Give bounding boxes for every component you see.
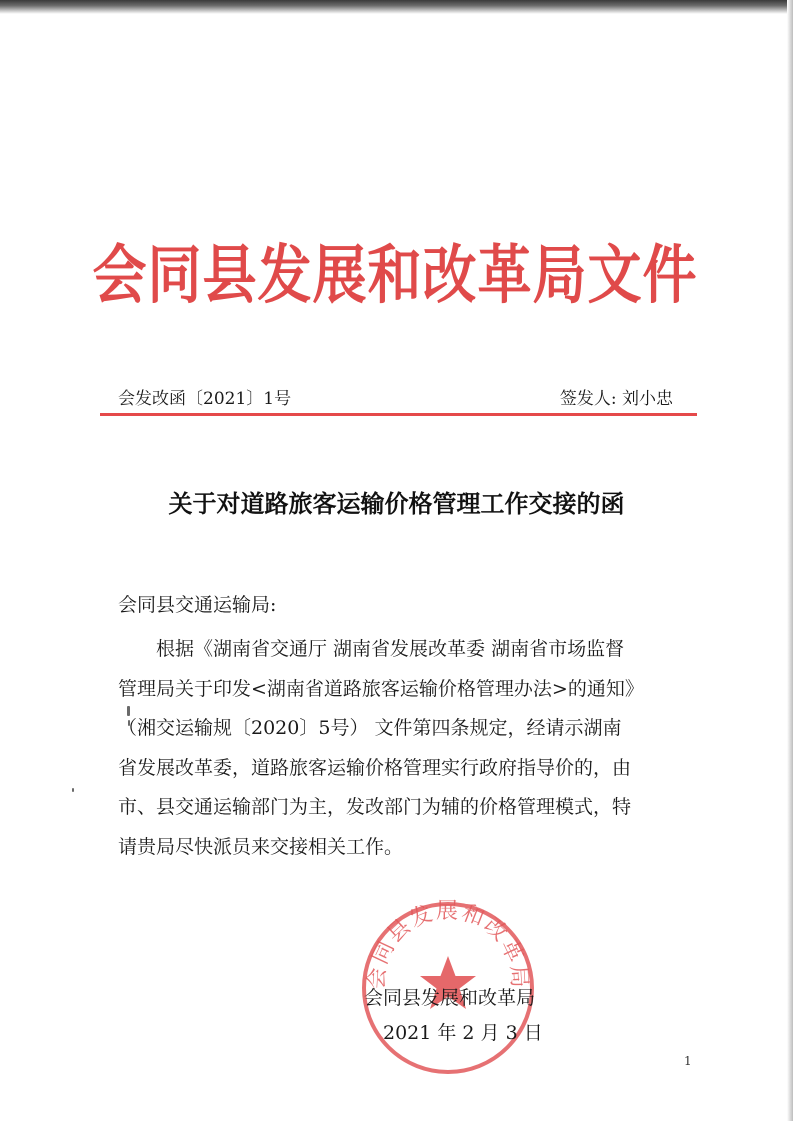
page-number: 1 [684, 1054, 692, 1068]
body-line: 市、县交通运输部门为主，发改部门为辅的价格管理模式，特 [118, 796, 632, 818]
body-line: 省发展改革委，道路旅客运输价格管理实行政府指导价的，由 [118, 756, 632, 779]
scan-speck [72, 788, 74, 792]
doc-number: 会发改函〔2021〕1号 [118, 389, 292, 409]
recipient: 会同县交通运输局: [118, 594, 277, 616]
letter-body [118, 630, 678, 867]
red-divider-line [100, 413, 697, 416]
signature-date: 2021 年 2 月 3 日 [383, 1022, 543, 1044]
seal-text: 会同县发展和改革局 [364, 899, 532, 991]
body-line: 管理局关于印发<湖南省道路旅客运输价格管理办法>的通知》 [118, 677, 644, 700]
body-line: 根据《湖南省交通厅 湖南省发展改革委 湖南省市场监督 [156, 638, 625, 660]
body-line: （湘交运输规〔2020〕5号） 文件第四条规定，经请示湖南 [118, 717, 622, 739]
body-line: 请贵局尽快派员来交接相关工作。 [118, 835, 404, 858]
scan-edge-top [0, 0, 793, 14]
scan-edge-right [787, 0, 793, 1121]
document-header-title: 会同县发展和改革局文件 [92, 236, 698, 313]
signature-organization: 会同县发展和改革局 [364, 987, 536, 1009]
signer: 签发人: 刘小忠 [559, 389, 673, 409]
letter-title: 关于对道路旅客运输价格管理工作交接的函 [168, 490, 625, 518]
